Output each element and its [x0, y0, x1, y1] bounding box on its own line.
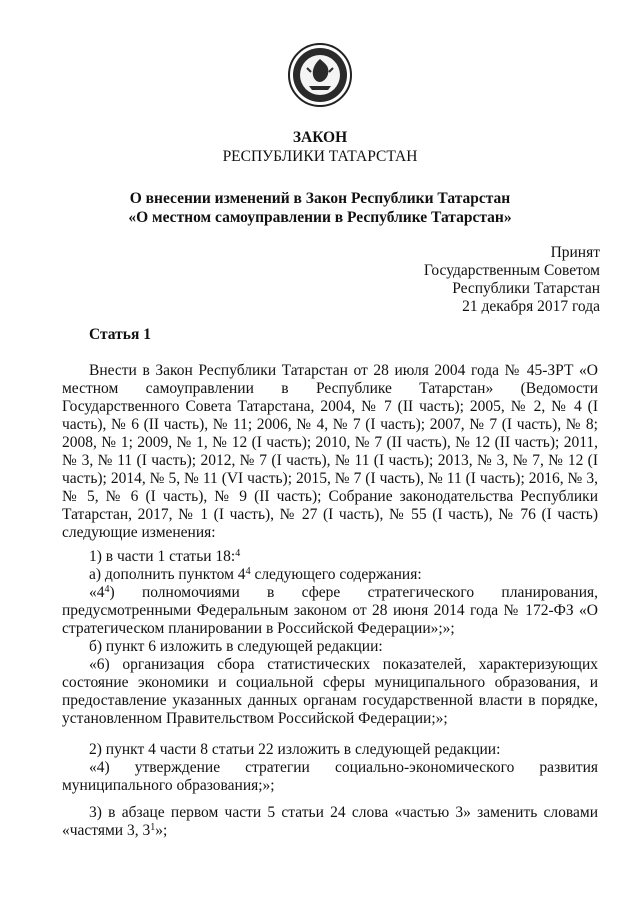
tatarstan-emblem-icon — [287, 42, 353, 108]
accepted-line-1: Принят — [550, 244, 600, 261]
item1-line4: б) пункт 6 изложить в следующей редакции: — [89, 638, 383, 655]
accepted-line-3: Республики Татарстан — [452, 280, 600, 297]
item1-line5: «6) организация сбора статистических показателей, характеризующих состояние экономики и социальной сферы муниципального образования, и предоставление указанных данных органам государственной власти в порядке, установленном Правительством Российской Федерации;»; — [62, 656, 598, 727]
accepted-line-2: Государственным Советом — [423, 262, 600, 279]
accepted-block — [424, 244, 600, 316]
item2-line1: 2) пункт 4 части 8 статьи 22 изложить в следующей редакции: — [89, 741, 501, 758]
item2-line2: «4) утверждение стратегии социально-экономического развития муниципального образования;»; — [62, 759, 598, 794]
item1 — [62, 548, 598, 728]
item3 — [62, 804, 598, 840]
accepted-date: 21 декабря 2017 года — [462, 298, 600, 315]
item1-line2: а) дополнить пунктом $4^4$ следующего содержания: — [89, 566, 422, 583]
item3-line1: 3) в абзаце первом части 5 статьи 24 слова «частью 3» заменить словами «частями 3, $3^1$»; — [62, 804, 598, 839]
item2 — [62, 741, 598, 795]
article-intro: Внести в Закон Республики Татарстан от 28 июля 2004 года № 45-ЗРТ «О местном самоуправлении в Республике Татарстан» (Ведомости Государственного Совета Татарстана, 2004, № 7 (II часть); 2005, № 2, № 4 (I часть), № 6 (II часть), № 11; 2006, № 4, № 7 (I часть); 2007, № 7 (I часть), № 8; 2008, № 1; 2009, № 1, № 12 (I часть); 2010, № 7 (II часть), № 12 (II часть); 2011, № 3, № 11 (I часть); 2012, № 7 (I часть), № 11 (I часть); 2013, № 3, № 7, № 12 (I часть); 2014, № 5, № 11 (VI часть); 2015, № 7 (I часть), № 11 (I часть); 2016, № 3, № 5, № 6 (I часть), № 9 (II часть); Собрание законодательства Республики Татарстан, 2017, № 1 (I часть), № 27 (I часть), № 55 (I часть), № 76 (I часть) следующие изменения: — [62, 362, 598, 541]
article-heading: Статья 1 — [89, 326, 151, 343]
doc-title-line2: «О местном самоуправлении в Республике Татарстан» — [128, 209, 512, 226]
law-title: ЗАКОН — [292, 129, 348, 146]
doc-title-line1: О внесении изменений в Закон Республики Татарстан — [129, 190, 511, 207]
item1-line1: 1) в части 1 статьи 18:$^4$ — [89, 548, 241, 565]
law-subtitle: РЕСПУБЛИКИ ТАТАРСТАН — [222, 148, 418, 165]
item1-line3: «$4^4$) полномочиями в сфере стратегического планирования, предусмотренными Федеральным законом от 28 июня 2014 года № 172-ФЗ «О стратегическом планировании в Российской Федерации»;»; — [62, 584, 598, 637]
